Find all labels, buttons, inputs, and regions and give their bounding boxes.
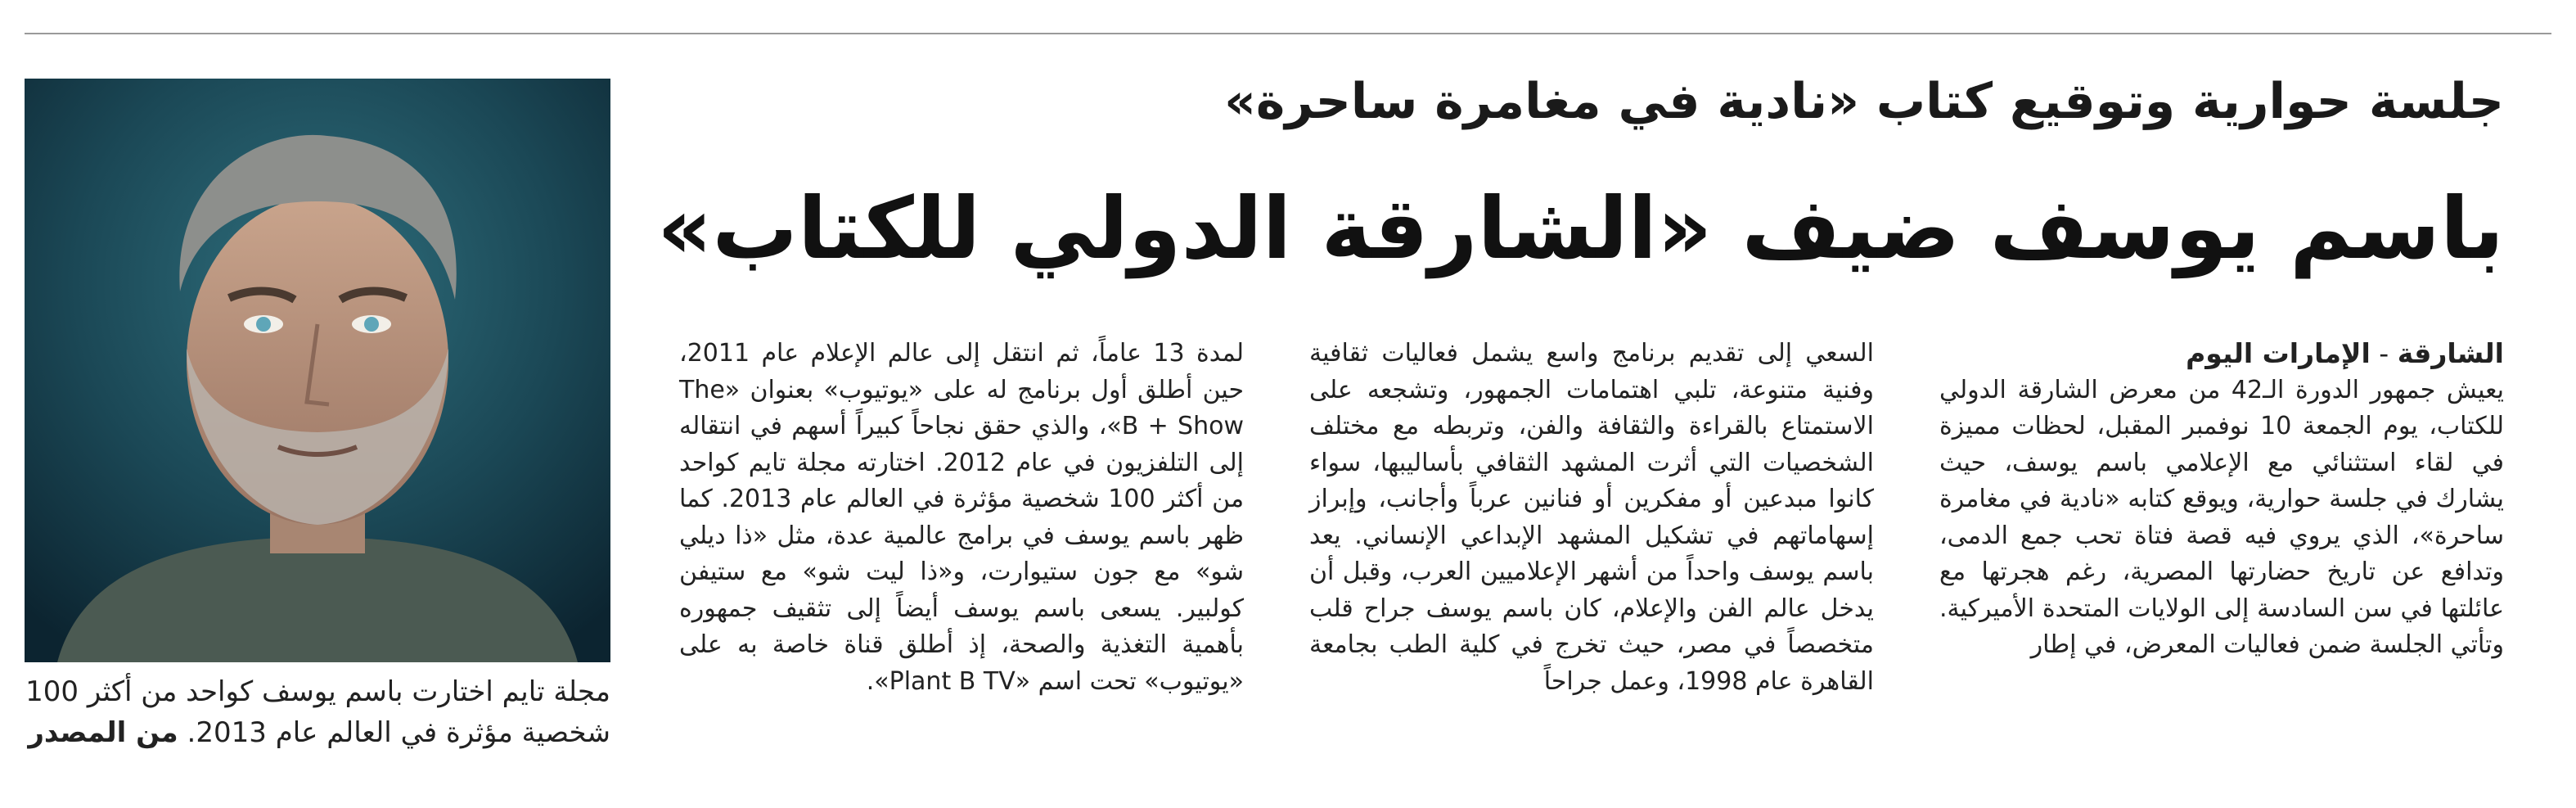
byline-location: الشارقة <box>2397 337 2504 369</box>
top-rule <box>25 33 2551 34</box>
portrait-photo <box>25 79 610 662</box>
byline <box>1939 336 2504 372</box>
column-2-text: السعي إلى تقديم برنامج واسع يشمل فعاليات ثقافية وفنية متنوعة، تلبي اهتمامات الجمهور، وتشجعه على الاستمتاع بالقراءة والثقافة والفن، وتربطه مع مختلف الشخصيات التي أثرت المشهد الثقافي بأساليبها، سواء كانوا مبدعين أو مفكرين أو فنانين عرباً وأجانب، وإبراز إسهاماتهم في تشكيل المشهد الإبداعي الإنساني. يعد باسم يوسف واحداً من أشهر الإعلاميين العرب، وقبل أن يدخل عالم الفن والإعلام، كان باسم يوسف جراح قلب متخصصاً في مصر، حيث تخرج في كلية الطب بجامعة القاهرة عام 1998، وعمل جراحاً <box>1309 339 1874 696</box>
caption-text: مجلة تايم اختارت باسم يوسف كواحد من أكثر 100 شخصية مؤثرة في العالم عام 2013. <box>25 675 610 749</box>
article-kicker: جلسة حوارية وتوقيع كتاب «نادية في مغامرة ساحرة» <box>1224 73 2504 130</box>
photo-caption <box>25 671 610 753</box>
article-column-1 <box>1939 336 2504 664</box>
column-1-text: يعيش جمهور الدورة الـ42 من معرض الشارقة الدولي للكتاب، يوم الجمعة 10 نوفمبر المقبل، لحظات مميزة في لقاء استثنائي مع الإعلامي باسم يوسف، حيث يشارك في جلسة حوارية، ويوقع كتابه «نادية في مغامرة ساحرة»، الذي يروي فيه قصة فتاة تحب جمع الدمى، وتدافع عن تاريخ حضارتها المصرية، رغم هجرتها مع عائلتها في سن السادسة إلى الولايات المتحدة الأميركية. وتأتي الجلسة ضمن فعاليات المعرض، في إطار <box>1939 375 2505 659</box>
article-column-2 <box>1309 336 1874 700</box>
byline-separator: - <box>2370 337 2398 369</box>
portrait-illustration <box>25 79 610 662</box>
byline-source: الإمارات اليوم <box>2186 337 2371 369</box>
article-headline: باسم يوسف ضيف «الشارقة الدولي للكتاب» <box>657 178 2504 278</box>
column-3-text: لمدة 13 عاماً، ثم انتقل إلى عالم الإعلام عام 2011، حين أطلق أول برنامج له على «يوتيوب» بعنوان «The B + Show»، والذي حقق نجاحاً كبيراً أسهم في انتقاله إلى التلفزيون في عام 2012. اختارته مجلة تايم كواحد من أكثر 100 شخصية مؤثرة في العالم عام 2013. كما ظهر باسم يوسف في برامج عالمية عدة، مثل «ذا ديلي شو» مع جون ستيوارت، و«ذا ليت شو» مع ستيفن كولبير. يسعى باسم يوسف أيضاً إلى تثقيف جمهوره بأهمية التغذية والصحة، إذ أطلق قناة خاصة به على «يوتيوب» تحت اسم «Plant B TV». <box>679 339 1245 696</box>
caption-credit: من المصدر <box>28 716 178 749</box>
article-column-3 <box>679 336 1244 700</box>
